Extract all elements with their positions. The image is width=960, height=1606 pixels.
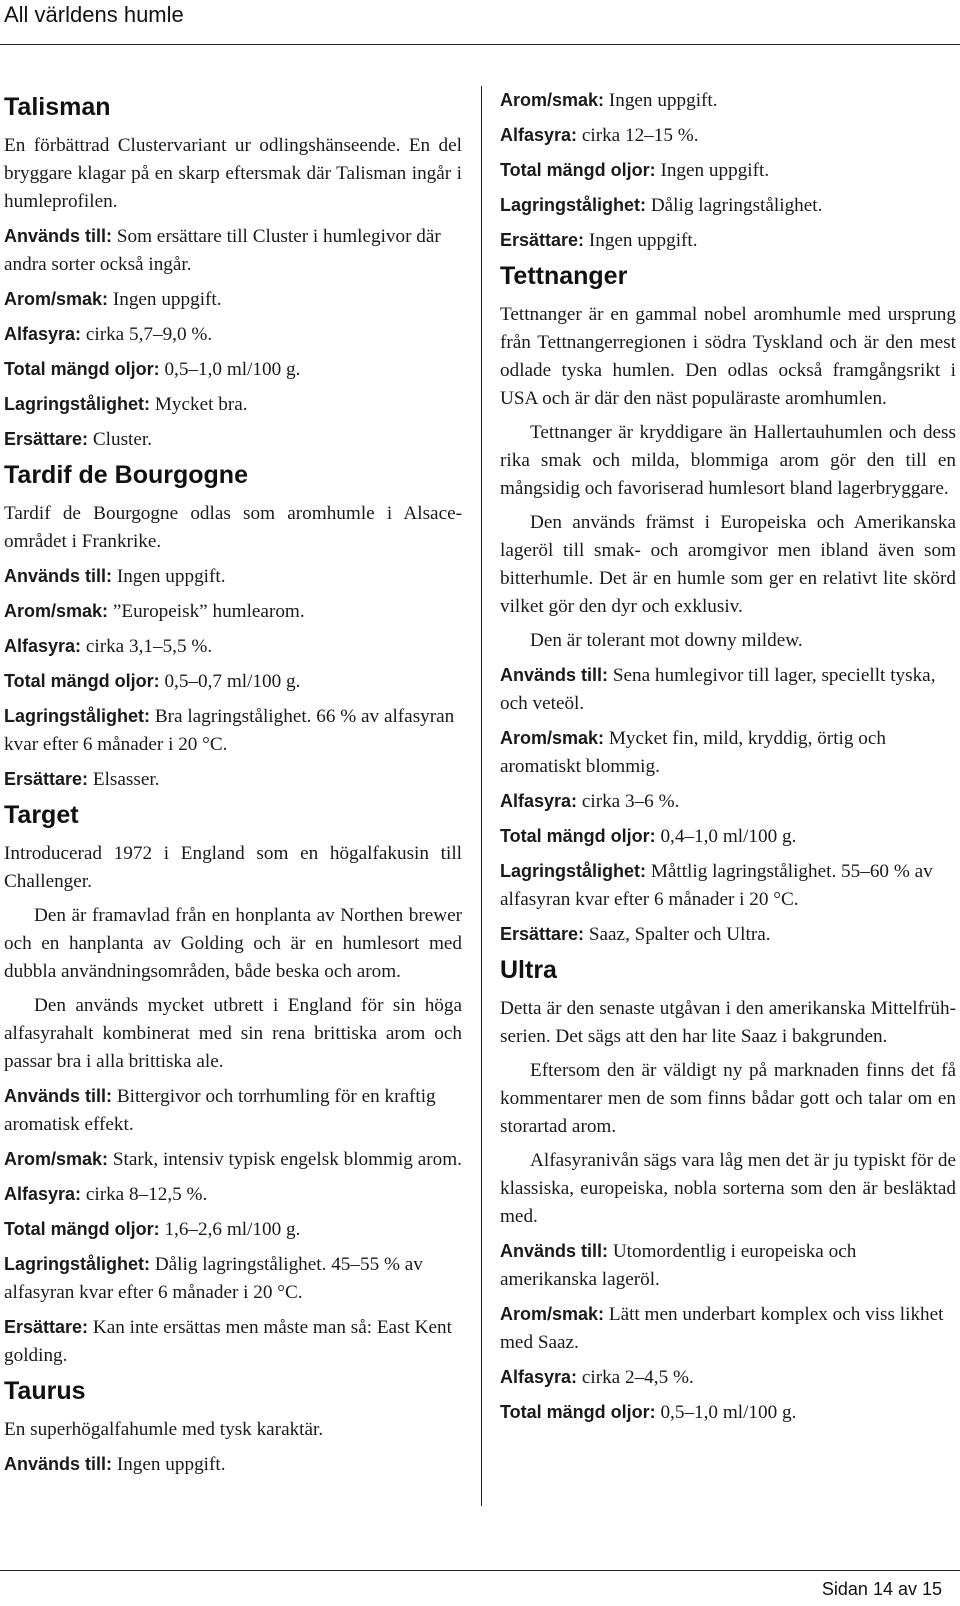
ultra-alfa: Alfasyra: cirka 2–4,5 %. (500, 1367, 694, 1388)
target-oljor: Total mängd oljor: 1,6–2,6 ml/100 g. (4, 1219, 301, 1240)
tettnanger-p2: Tettnanger är kryddigare än Hallertauhumlen och dess rika smak och milda, blommiga arom gör den till en mångsidig och favoriserad humlesort bland lagerbryggare. (500, 422, 956, 499)
target-ersattare: Ersättare: Kan inte ersättas men måste man så: East Kent golding. (4, 1317, 452, 1366)
ultra-p2: Eftersom den är väldigt ny på marknaden finns det få kommentarer men de som finns bådar gott och talar om en storartad arom. (500, 1060, 956, 1137)
target-lagring: Lagringstålighet: Dålig lagringstålighet. 45–55 % av alfasyran kvar efter 6 månader i 20 °C. (4, 1254, 423, 1303)
talisman-lagring: Lagringstålighet: Mycket bra. (4, 394, 248, 415)
tardif-oljor: Total mängd oljor: 0,5–0,7 ml/100 g. (4, 671, 301, 692)
heading-taurus: Taurus (4, 1377, 86, 1405)
heading-talisman: Talisman (4, 93, 111, 121)
section-taurus (4, 1376, 462, 1479)
tardif-arom: Arom/smak: ”Europeisk” humlearom. (4, 601, 305, 622)
target-anvands: Används till: Bittergivor och torrhumling för en kraftig aromatisk effekt. (4, 1086, 436, 1135)
tettnanger-alfa: Alfasyra: cirka 3–6 %. (500, 791, 680, 812)
heading-ultra: Ultra (500, 956, 557, 984)
talisman-arom: Arom/smak: Ingen uppgift. (4, 289, 222, 310)
taurus-arom: Arom/smak: Ingen uppgift. (500, 90, 718, 111)
target-alfa: Alfasyra: cirka 8–12,5 %. (4, 1184, 208, 1205)
talisman-anvands: Används till: Som ersättare till Cluster i humlegivor där andra sorter också ingår. (4, 226, 441, 275)
document-title: All världens humle (4, 2, 184, 27)
talisman-oljor: Total mängd oljor: 0,5–1,0 ml/100 g. (4, 359, 301, 380)
tardif-anvands: Används till: Ingen uppgift. (4, 566, 226, 587)
taurus-ersattare: Ersättare: Ingen uppgift. (500, 230, 698, 251)
tardif-intro: Tardif de Bourgogne odlas som aromhumle i Alsace-området i Frankrike. (4, 503, 462, 552)
heading-target: Target (4, 801, 79, 829)
target-p2: Den är framavlad från en honplanta av Northen brewer och en hanplanta av Golding och är en humlesort med dubbla användningsområden, både beska och arom. (4, 905, 462, 982)
section-ultra (500, 955, 956, 1427)
taurus-alfa: Alfasyra: cirka 12–15 %. (500, 125, 699, 146)
tettnanger-lagring: Lagringstålighet: Måttlig lagringstålighet. 55–60 % av alfasyran kvar efter 6 månader i 20 °C. (500, 861, 933, 910)
tardif-lagring: Lagringstålighet: Bra lagringstålighet. 66 % av alfasyran kvar efter 6 månader i 20 °C. (4, 706, 455, 755)
page-header (0, 0, 960, 45)
section-target (4, 800, 462, 1370)
talisman-alfa: Alfasyra: cirka 5,7–9,0 %. (4, 324, 213, 345)
target-arom: Arom/smak: Stark, intensiv typisk engelsk blommig arom. (4, 1149, 462, 1170)
taurus-lagring: Lagringstålighet: Dålig lagringstålighet. (500, 195, 823, 216)
taurus-intro: En superhögalfahumle med tysk karaktär. (4, 1419, 324, 1440)
section-taurus-continued (500, 86, 956, 255)
section-tettnanger (500, 261, 956, 949)
taurus-oljor: Total mängd oljor: Ingen uppgift. (500, 160, 770, 181)
tettnanger-ersattare: Ersättare: Saaz, Spalter och Ultra. (500, 924, 771, 945)
section-talisman (4, 92, 462, 454)
page-footer (0, 1570, 960, 1606)
tettnanger-p1: Tettnanger är en gammal nobel aromhumle med ursprung från Tettnangerregionen i södra Tyskland och är den mest odlade tyska humlen. Den odlas också framgångsrikt i USA och är där den näst populäraste aromhumlen. (500, 304, 956, 409)
tardif-ersattare: Ersättare: Elsasser. (4, 769, 160, 790)
tettnanger-p4: Den är tolerant mot downy mildew. (530, 630, 803, 651)
target-p3: Den används mycket utbrett i England för sin höga alfasyrahalt kombinerat med sin rena brittiska arom och passar bra i alla brittiska ale. (4, 995, 462, 1072)
ultra-anvands: Används till: Utomordentlig i europeiska och amerikanska lageröl. (500, 1241, 857, 1290)
page-number: Sidan 14 av 15 (821, 1579, 942, 1599)
tettnanger-anvands: Används till: Sena humlegivor till lager, speciellt tyska, och veteöl. (500, 665, 936, 714)
right-column (500, 86, 956, 1433)
talisman-intro: En förbättrad Clustervariant ur odlingshänseende. En del bryggare klagar på en skarp eftersmak där Talisman ingår i humleprofilen. (4, 135, 462, 212)
taurus-anvands: Används till: Ingen uppgift. (4, 1454, 226, 1475)
target-p1: Introducerad 1972 i England som en högalfakusin till Challenger. (4, 843, 462, 892)
tettnanger-p3: Den används främst i Europeiska och Amerikanska lageröl till smak- och aromgivor men ibland även som bitterhumle. Det är en humle som ger en relativt lite skörd vilket gör den dyr och exklusiv. (500, 512, 956, 617)
talisman-ersattare: Ersättare: Cluster. (4, 429, 153, 450)
column-divider (481, 86, 482, 1506)
tettnanger-oljor: Total mängd oljor: 0,4–1,0 ml/100 g. (500, 826, 797, 847)
heading-tettnanger: Tettnanger (500, 262, 628, 290)
section-tardif (4, 460, 462, 794)
heading-tardif: Tardif de Bourgogne (4, 461, 248, 489)
left-column (4, 86, 462, 1485)
ultra-oljor: Total mängd oljor: 0,5–1,0 ml/100 g. (500, 1402, 797, 1423)
tardif-alfa: Alfasyra: cirka 3,1–5,5 %. (4, 636, 213, 657)
ultra-p3: Alfasyranivån sägs vara låg men det är ju typiskt för de klassiska, europeiska, nobla sorterna som den är besläktad med. (500, 1150, 956, 1227)
tettnanger-arom: Arom/smak: Mycket fin, mild, kryddig, örtig och aromatiskt blommig. (500, 728, 886, 777)
ultra-p1: Detta är den senaste utgåvan i den amerikanska Mittelfrüh-serien. Det sägs att den har lite Saaz i bakgrunden. (500, 998, 956, 1047)
ultra-arom: Arom/smak: Lätt men underbart komplex och viss likhet med Saaz. (500, 1304, 944, 1353)
